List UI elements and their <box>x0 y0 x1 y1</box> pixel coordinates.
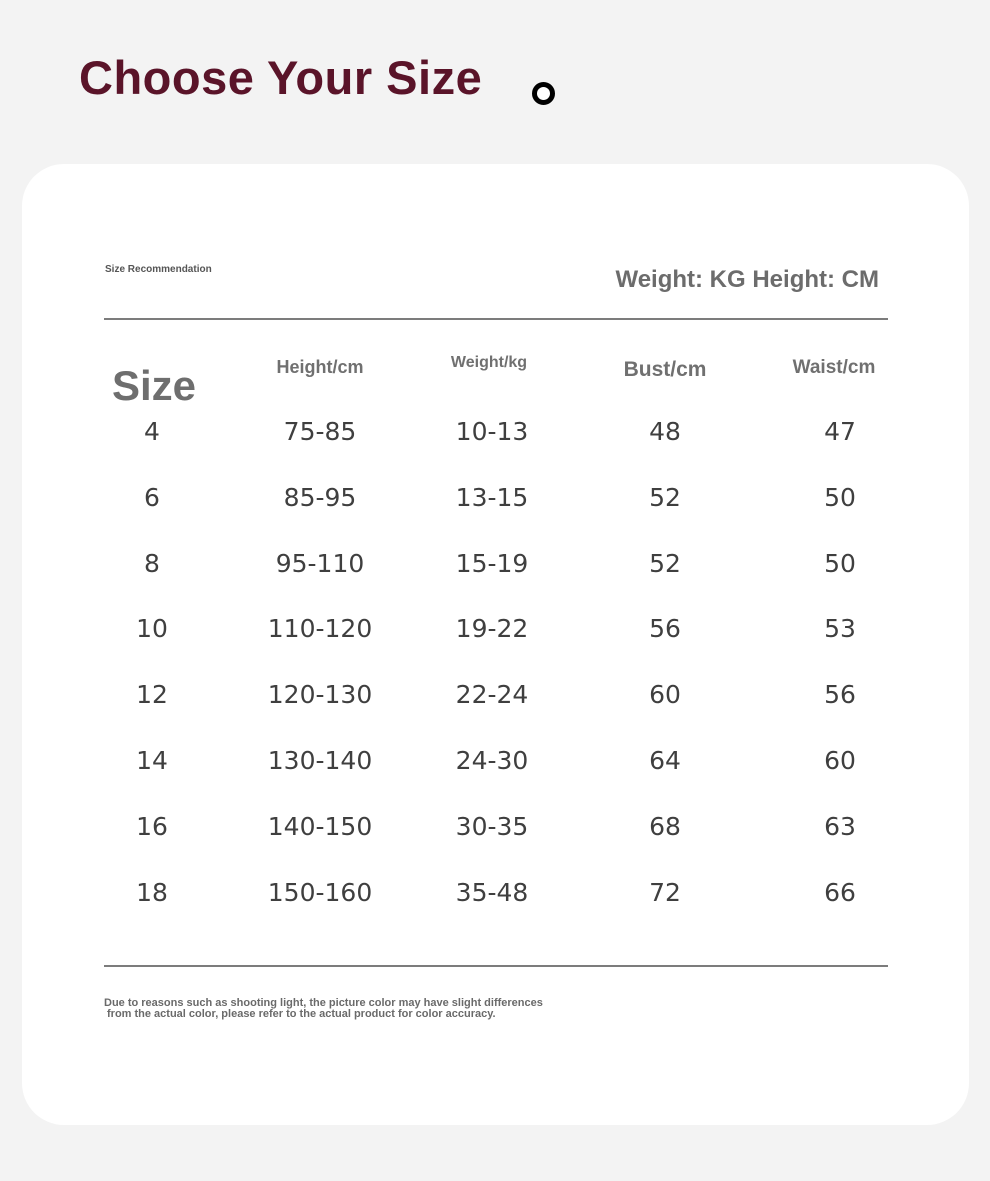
cell-waist: 50 <box>824 483 856 512</box>
cell-height: 75-85 <box>283 417 357 446</box>
cell-size: 8 <box>144 549 160 578</box>
size-chart-card <box>22 164 969 1125</box>
cell-weight: 35-48 <box>455 878 529 907</box>
cell-weight: 22-24 <box>455 680 529 709</box>
column-header-weight: Weight/kg <box>450 354 528 371</box>
disclaimer-line: Due to reasons such as shooting light, the picture color may have slight differences <box>104 997 543 1009</box>
cell-size: 6 <box>144 483 160 512</box>
cell-size: 16 <box>136 812 168 841</box>
cell-height: 85-95 <box>283 483 357 512</box>
cell-weight: 10-13 <box>455 417 529 446</box>
units-note: Weight: KG Height: CM <box>615 266 879 293</box>
cell-bust: 52 <box>649 483 681 512</box>
cell-weight: 13-15 <box>455 483 529 512</box>
cell-bust: 72 <box>649 878 681 907</box>
cell-bust: 56 <box>649 614 681 643</box>
cell-height: 95-110 <box>275 549 365 578</box>
cell-waist: 63 <box>824 812 856 841</box>
cell-height: 120-130 <box>267 680 373 709</box>
cell-waist: 66 <box>824 878 856 907</box>
cell-bust: 68 <box>649 812 681 841</box>
column-header-height: Height/cm <box>276 357 364 377</box>
size-recommendation-label: Size Recommendation <box>105 264 212 275</box>
cell-size: 10 <box>136 614 168 643</box>
cell-height: 140-150 <box>267 812 373 841</box>
color-disclaimer <box>104 998 543 1020</box>
column-header-bust: Bust/cm <box>623 358 707 381</box>
top-divider <box>104 318 888 320</box>
cell-height: 110-120 <box>267 614 373 643</box>
page-title: Choose Your Size <box>79 51 483 104</box>
cell-weight: 24-30 <box>455 746 529 775</box>
cell-waist: 53 <box>824 614 856 643</box>
cell-height: 150-160 <box>267 878 373 907</box>
cell-size: 12 <box>136 680 168 709</box>
bottom-divider <box>104 965 888 967</box>
cell-size: 14 <box>136 746 168 775</box>
cell-waist: 60 <box>824 746 856 775</box>
disclaimer-line: from the actual color, please refer to the actual product for color accuracy. <box>107 1008 496 1020</box>
cell-size: 4 <box>144 417 160 446</box>
column-header-waist: Waist/cm <box>792 357 876 378</box>
column-header-size: Size <box>112 362 197 409</box>
cell-bust: 60 <box>649 680 681 709</box>
cell-weight: 19-22 <box>455 614 529 643</box>
cell-waist: 50 <box>824 549 856 578</box>
cell-bust: 48 <box>649 417 681 446</box>
cell-height: 130-140 <box>267 746 373 775</box>
cell-waist: 56 <box>824 680 856 709</box>
cell-size: 18 <box>136 878 168 907</box>
cell-weight: 30-35 <box>455 812 529 841</box>
cell-waist: 47 <box>824 417 856 446</box>
circle-icon <box>532 82 555 105</box>
cell-bust: 52 <box>649 549 681 578</box>
cell-bust: 64 <box>649 746 681 775</box>
cell-weight: 15-19 <box>455 549 529 578</box>
